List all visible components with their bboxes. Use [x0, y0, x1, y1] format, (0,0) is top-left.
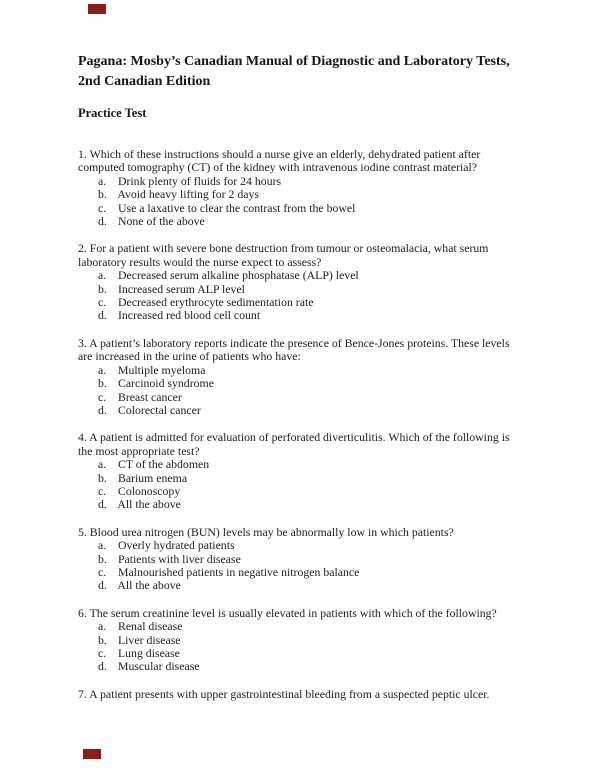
document-title	[78, 52, 540, 91]
option-item	[98, 498, 540, 511]
option-letter: c.	[98, 483, 107, 498]
option-letter: d.	[98, 578, 107, 593]
option-letter: c.	[98, 564, 107, 579]
option-text: None of the above	[117, 214, 205, 229]
option-letter: a.	[98, 362, 107, 377]
option-item	[98, 391, 540, 404]
option-text: Lung disease	[117, 646, 180, 660]
option-letter: a.	[98, 173, 107, 188]
option-letter: b.	[98, 632, 107, 647]
option-letter: b.	[98, 187, 107, 202]
document-title-line: Pagana: Mosby’s Canadian Manual of Diagnostic and Laboratory Tests,	[78, 54, 510, 69]
options-list	[78, 175, 540, 229]
option-letter: c.	[98, 200, 107, 215]
option-text: Carcinoid syndrome	[117, 376, 214, 391]
option-letter: d.	[98, 308, 107, 323]
question-block	[78, 148, 540, 228]
question-block	[78, 242, 540, 322]
option-text: Muscular disease	[117, 659, 200, 674]
option-letter: a.	[98, 619, 107, 634]
option-letter: b.	[98, 281, 107, 296]
option-text: Decreased serum alkaline phosphatase (ALP) level	[117, 268, 359, 283]
red-mark-top	[88, 4, 106, 14]
question-stem-line: 5. Blood urea nitrogen (BUN) levels may be abnormally low in which patients?	[78, 524, 454, 539]
option-text: Overly hydrated patients	[117, 538, 235, 553]
option-text: Breast cancer	[117, 389, 182, 404]
question-stem-line: are increased in the urine of patients who have:	[78, 349, 301, 364]
option-text: Liver disease	[117, 632, 181, 647]
section-heading: Practice Test	[78, 106, 147, 120]
option-item	[98, 364, 540, 377]
option-item	[98, 202, 540, 215]
options-list	[78, 364, 540, 418]
option-item	[98, 458, 540, 471]
question-stem	[78, 431, 540, 458]
document-title-line: 2nd Canadian Edition	[78, 73, 211, 89]
option-letter: b.	[98, 376, 107, 391]
options-list	[78, 269, 540, 323]
option-text: Increased serum ALP level	[117, 281, 245, 296]
option-text: Renal disease	[117, 619, 183, 634]
option-item	[98, 566, 540, 579]
option-text: Decreased erythrocyte sedimentation rate	[117, 295, 314, 310]
option-letter: d.	[98, 402, 107, 417]
option-item	[98, 579, 540, 592]
option-item	[98, 634, 540, 647]
option-text: Patients with liver disease	[117, 551, 241, 566]
option-letter: a.	[98, 538, 107, 553]
options-list	[78, 539, 540, 593]
question-stem-line: the most appropriate test?	[78, 443, 200, 458]
option-letter: c.	[98, 389, 107, 404]
option-text: All the above	[117, 578, 181, 593]
option-letter: b.	[98, 470, 107, 485]
question-stem-line: 7. A patient presents with upper gastrointestinal bleeding from a suspected peptic ulcer.	[78, 686, 490, 701]
question-block	[78, 337, 540, 417]
question-stem	[78, 607, 540, 620]
option-text: Avoid heavy lifting for 2 days	[117, 187, 259, 202]
option-text: Barium enema	[117, 470, 188, 485]
question-block	[78, 431, 540, 511]
option-item	[98, 283, 540, 296]
question-block	[78, 526, 540, 593]
option-text: Use a laxative to clear the contrast from the bowel	[117, 200, 356, 215]
red-mark-bottom	[83, 749, 101, 759]
option-text: Increased red blood cell count	[117, 308, 261, 323]
question-stem-line: laboratory results would the nurse expect to assess?	[78, 254, 322, 269]
question-stem-line: 3. A patient’s laboratory reports indicate the presence of Bence-Jones proteins. These levels	[78, 335, 510, 350]
question-stem-line: 6. The serum creatinine level is usually elevated in patients with which of the following?	[78, 605, 497, 620]
option-item	[98, 660, 540, 673]
option-item	[98, 175, 540, 188]
option-text: CT of the abdomen	[117, 457, 210, 472]
question-stem	[78, 688, 540, 701]
question-stem	[78, 242, 540, 269]
option-letter: c.	[98, 295, 107, 310]
question-stem	[78, 526, 540, 539]
option-item	[98, 269, 540, 282]
option-item	[98, 215, 540, 228]
option-letter: d.	[98, 659, 107, 674]
question-block	[78, 607, 540, 674]
question-block	[78, 688, 540, 701]
options-list	[78, 458, 540, 512]
question-stem-line: computed tomography (CT) of the kidney with intravenous iodine contrast material?	[78, 160, 478, 175]
option-letter: c.	[98, 646, 107, 660]
option-item	[98, 377, 540, 390]
option-item	[98, 296, 540, 309]
question-list	[78, 148, 540, 701]
option-text: Colorectal cancer	[117, 402, 201, 417]
option-item	[98, 472, 540, 485]
option-item	[98, 309, 540, 322]
question-stem	[78, 148, 540, 175]
option-item	[98, 539, 540, 552]
option-item	[98, 553, 540, 566]
option-letter: d.	[98, 497, 107, 512]
option-item	[98, 485, 540, 498]
option-letter: a.	[98, 457, 107, 472]
option-item	[98, 188, 540, 201]
option-letter: b.	[98, 551, 107, 566]
question-stem-line: 2. For a patient with severe bone destruction from tumour or osteomalacia, what serum	[78, 241, 489, 256]
option-item	[98, 620, 540, 633]
option-letter: a.	[98, 268, 107, 283]
question-stem-line: 4. A patient is admitted for evaluation of perforated diverticulitis. Which of the following is	[78, 430, 510, 445]
option-text: All the above	[117, 497, 181, 512]
option-text: Colonoscopy	[117, 483, 181, 498]
options-list	[78, 620, 540, 674]
option-item	[98, 647, 540, 660]
option-letter: d.	[98, 214, 107, 229]
question-stem	[78, 337, 540, 364]
question-stem-line: 1. Which of these instructions should a nurse give an elderly, dehydrated patient after	[78, 147, 481, 161]
option-text: Multiple myeloma	[117, 362, 206, 377]
option-item	[98, 404, 540, 417]
option-text: Drink plenty of fluids for 24 hours	[117, 173, 282, 188]
option-text: Malnourished patients in negative nitrogen balance	[117, 564, 360, 579]
